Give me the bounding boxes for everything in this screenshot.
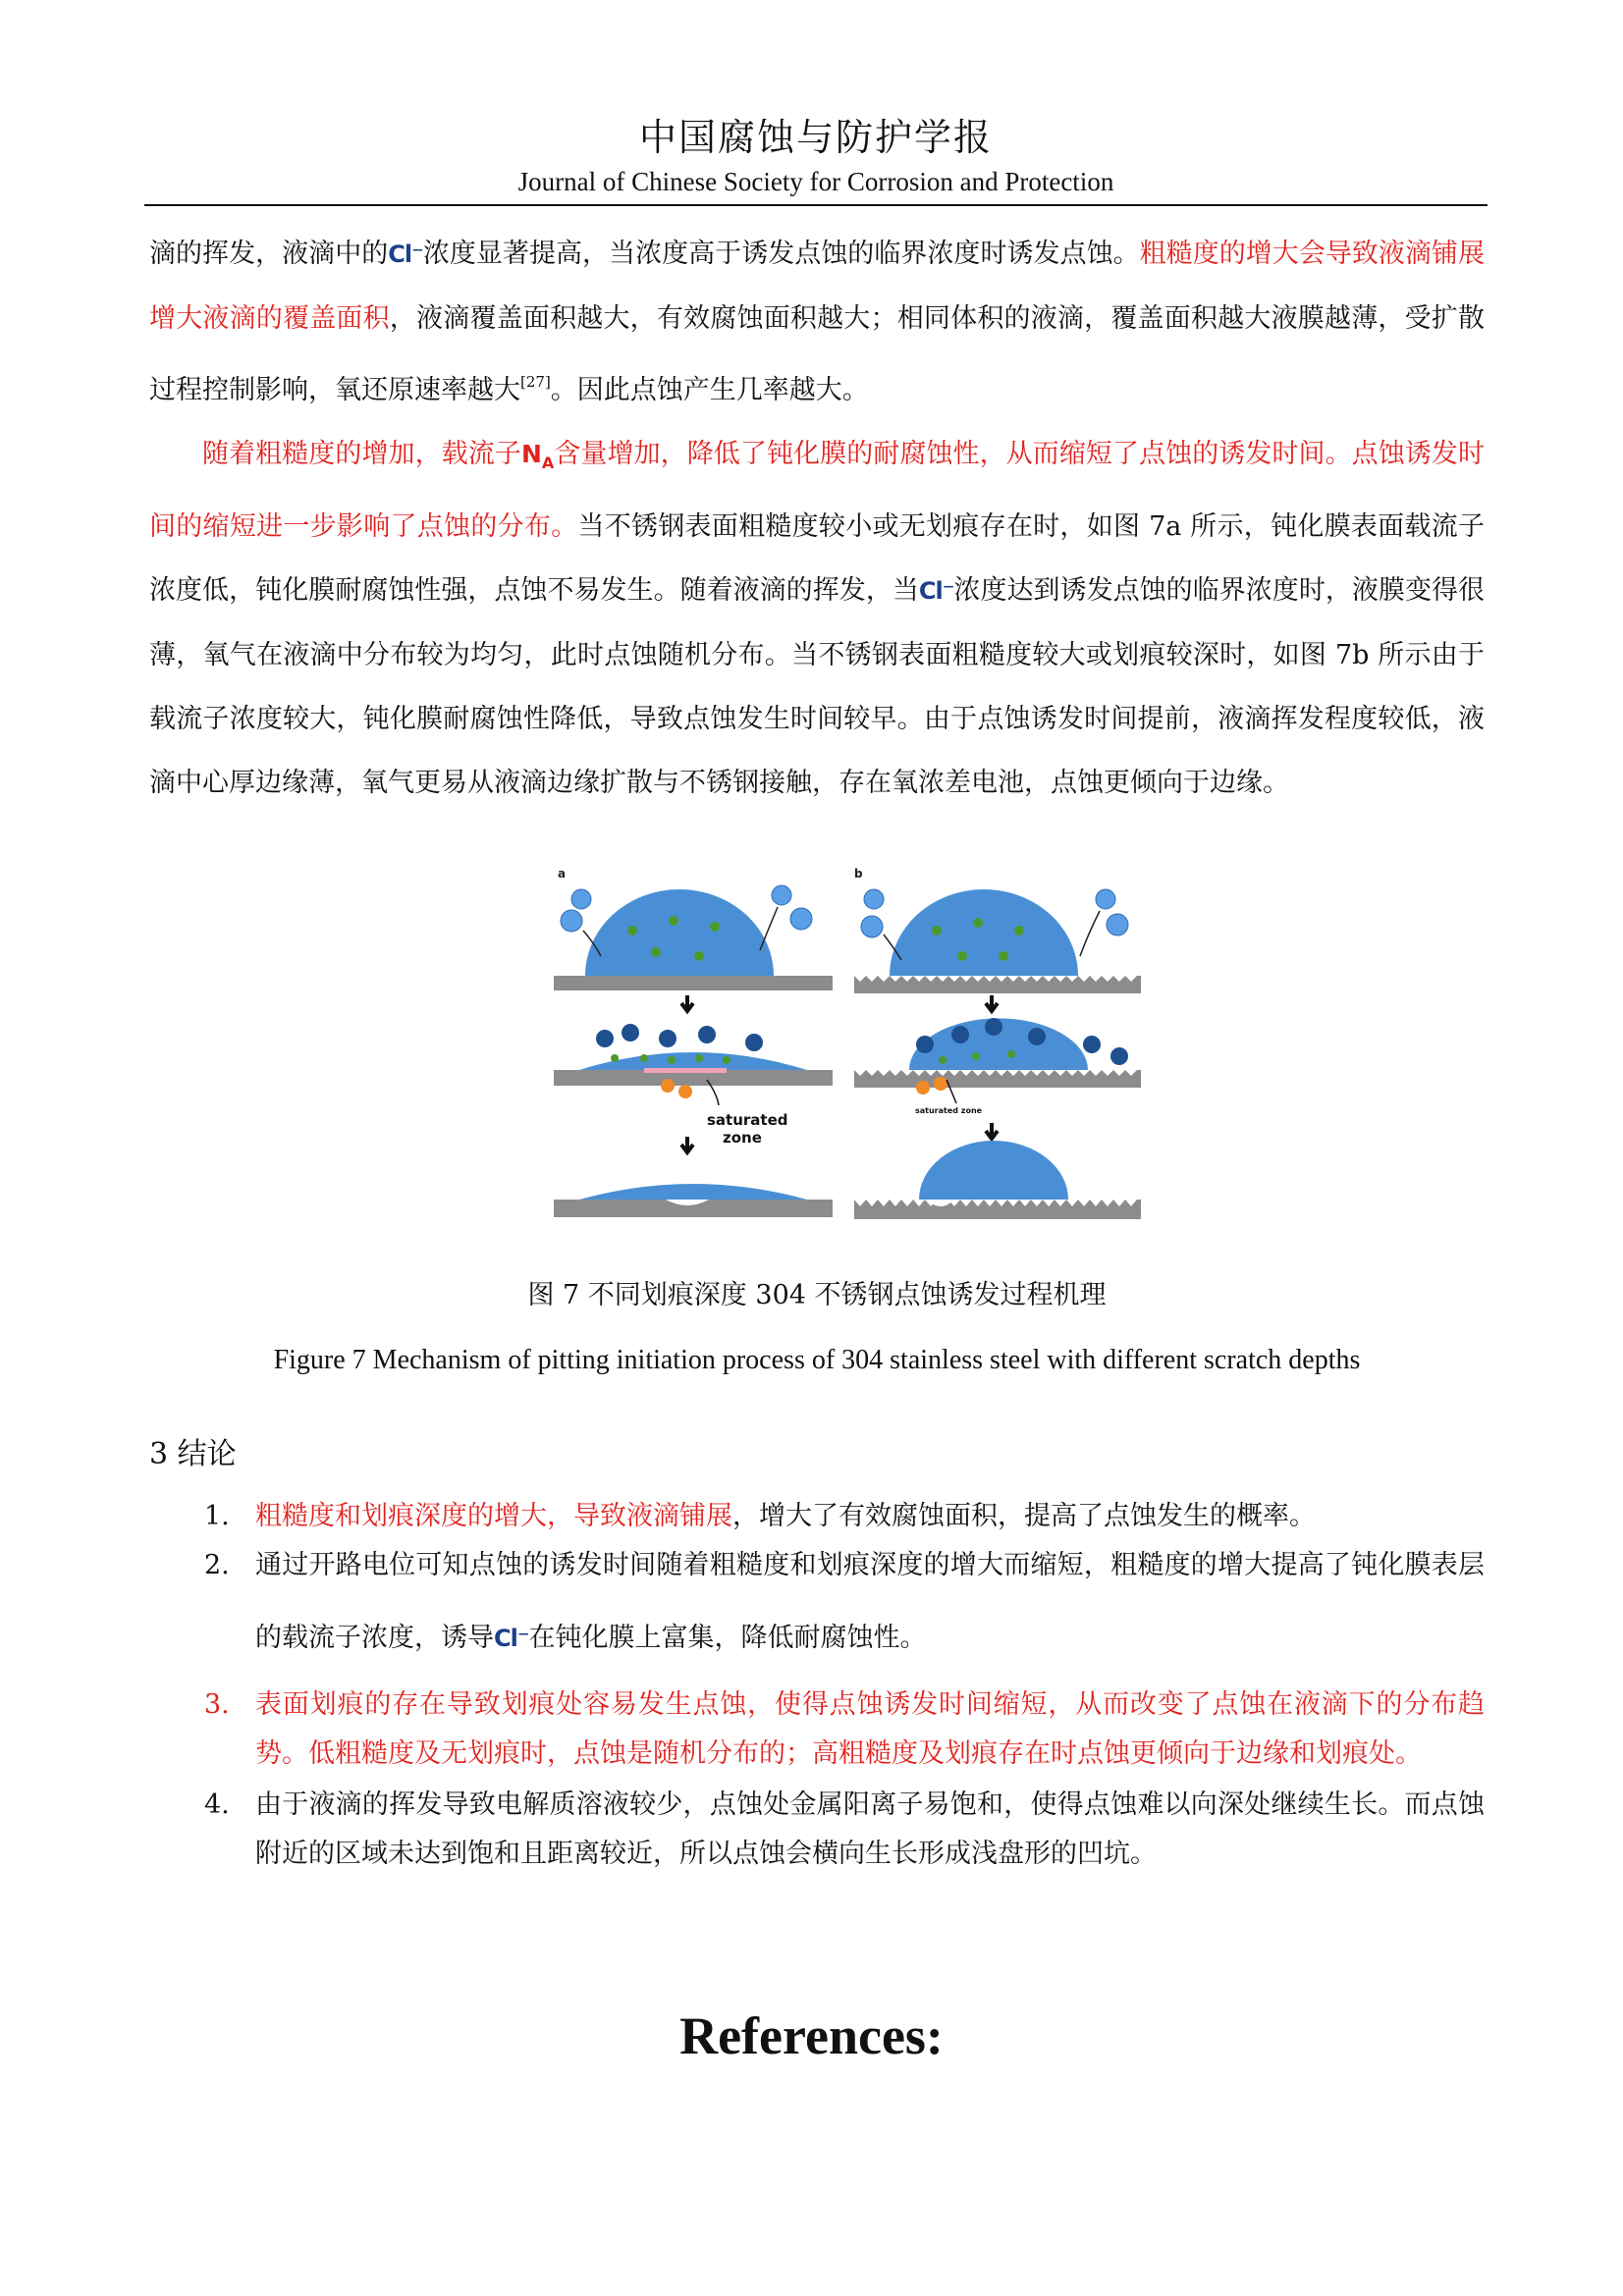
cl-ion-a2-1: [611, 1054, 619, 1062]
para1-text-4: 。因此点蚀产生几率越大。: [550, 375, 869, 405]
cl-ion-b2-1: [939, 1056, 947, 1064]
ion-b1-right2: [1107, 914, 1128, 935]
cl-ion-b1-4: [957, 951, 967, 961]
steel-a1: [554, 976, 833, 990]
carrier-symbol: [520, 440, 555, 472]
chloride-symbol: Cl⁻: [388, 240, 423, 268]
conclusion-2-text-b: 在钝化膜上富集，降低耐腐蚀性。: [528, 1623, 927, 1653]
ion-a1-left: [561, 910, 582, 932]
ion-b2-3: [985, 1018, 1002, 1036]
droplet-a3: [579, 1184, 807, 1200]
cl-ion-b1-3: [1014, 926, 1024, 935]
ion-a2-2: [622, 1024, 639, 1041]
conclusion-list: [196, 1492, 1485, 1879]
ion-a2-3: [659, 1030, 676, 1047]
cl-ion-a2-2: [640, 1054, 648, 1062]
arrow-down-b1: [986, 995, 998, 1011]
conclusion-number: 1.: [204, 1501, 230, 1531]
carrier-symbol-main: N: [520, 440, 542, 468]
saturated-label-b: saturated zone: [915, 1106, 983, 1115]
ion-a1-right2: [790, 908, 812, 930]
section-title: 3 结论: [149, 1437, 237, 1471]
conclusion-number: 3.: [204, 1689, 230, 1720]
metal-ion-a-1: [661, 1079, 675, 1093]
metal-ion-b-1: [916, 1081, 930, 1095]
paragraph-2: [149, 422, 1485, 815]
para1-text-2: 浓度显著提高，当浓度高于诱发点蚀的临界浓度时诱发点蚀。: [422, 239, 1140, 269]
panel-b-label: b: [854, 867, 863, 881]
citation-27[interactable]: [27]: [520, 373, 551, 391]
droplet-b1: [890, 889, 1078, 976]
journal-header: [144, 110, 1488, 198]
cl-ion-a2-3: [668, 1056, 676, 1064]
conclusion-1-text: ，增大了有效腐蚀面积，提高了点蚀发生的概率。: [732, 1501, 1316, 1531]
figure-caption-cn: 图 7 不同划痕深度 304 不锈钢点蚀诱发过程机理: [527, 1280, 1107, 1310]
ion-b2-4: [1028, 1028, 1046, 1045]
cl-ion-a1-2: [669, 916, 678, 926]
figure-caption-en: Figure 7 Mechanism of pitting initiation process of 304 stainless steel with different scratch depths: [273, 1345, 1361, 1375]
ion-b1-right: [1096, 889, 1115, 909]
chloride-symbol: Cl⁻: [918, 577, 954, 605]
conclusion-number: 2.: [204, 1550, 230, 1580]
ion-a1-left2: [571, 889, 591, 909]
cl-ion-b2-3: [1007, 1050, 1015, 1058]
cl-ion-a1-4: [651, 947, 661, 957]
arrow-down-a1: [681, 995, 693, 1011]
conclusion-item-2: [196, 1529, 1485, 1675]
conclusion-1-highlight: 粗糙度和划痕深度的增大，导致液滴铺展: [255, 1501, 732, 1531]
ion-b2-2: [951, 1026, 969, 1043]
cl-ion-b1-1: [932, 926, 942, 935]
figure-7: [550, 862, 1147, 1231]
chloride-symbol: Cl⁻: [494, 1625, 529, 1652]
paragraph-1: [149, 222, 1485, 422]
conclusion-3-highlight: 表面划痕的存在导致划痕处容易发生点蚀，使得点蚀诱发时间缩短，从而改变了点蚀在液滴下的分布趋势。低粗糙度及无划痕时，点蚀是随机分布的；高粗糙度及划痕存在时点蚀更倾向于边缘和划痕处。: [255, 1689, 1485, 1769]
para1-text-1: 滴的挥发，液滴中的: [149, 239, 389, 269]
ion-b2-6: [1110, 1047, 1128, 1065]
references-heading: References:: [679, 2006, 944, 2065]
cl-ion-a1-1: [627, 926, 637, 935]
ion-a2-4: [698, 1026, 716, 1043]
cl-ion-a2-5: [723, 1056, 730, 1064]
cl-ion-a1-3: [710, 922, 720, 932]
cl-ion-b1-5: [999, 951, 1008, 961]
saturated-band-a: [644, 1068, 727, 1073]
cl-ion-a1-5: [694, 951, 704, 961]
arrow-down-b2: [986, 1123, 998, 1139]
para2-highlight-2: 含量增加，降低了钝化膜的耐腐蚀性，从而缩短了点蚀的诱发时间。点蚀诱发时间的缩短进一步影响了点蚀的分布。: [149, 439, 1485, 542]
ion-a2-5: [745, 1034, 763, 1051]
arrow-a1-right: [760, 907, 778, 950]
carrier-symbol-sub: A: [541, 454, 555, 472]
ion-a2-1: [596, 1030, 614, 1047]
panel-a-label: a: [558, 867, 567, 881]
arrow-down-a2: [681, 1137, 693, 1152]
cl-ion-b1-2: [973, 918, 983, 928]
metal-ion-b-2: [934, 1077, 947, 1091]
metal-ion-a-2: [678, 1085, 692, 1098]
arrow-b1-right: [1080, 911, 1100, 956]
panel-b: [854, 867, 1141, 1219]
panel-a: [554, 867, 833, 1217]
ion-b1-left2: [861, 916, 883, 937]
para1-text-3: ，液滴覆盖面积越大，有效腐蚀面积越大；相同体积的液滴，覆盖面积越大液膜越薄，受扩散过程控制影响，氧还原速率越大: [149, 303, 1486, 405]
cl-ion-b2-2: [972, 1052, 980, 1060]
cl-ion-a2-4: [695, 1054, 703, 1062]
para2-highlight-1: 随着粗糙度的增加，载流子: [202, 439, 521, 469]
mechanism-diagram: [550, 862, 1147, 1231]
para2-text-2: 浓度达到诱发点蚀的临界浓度时，液膜变得很薄，氧气在液滴中分布较为均匀，此时点蚀随机分布。当不锈钢表面粗糙度较大或划痕较深时，如图 7b 所示由于载流子浓度较大，钝化膜耐腐蚀性降低，导致点蚀发生时间较早。由于点蚀诱发时间提前，液滴挥发程度较低，液滴中心厚边缘薄，氧气更易从液滴边缘扩散与不锈钢接触，存在氧浓差电池，点蚀更倾向于边缘。: [149, 575, 1486, 798]
droplet-a1: [585, 889, 774, 976]
conclusion-4-text: 由于液滴的挥发导致电解质溶液较少，点蚀处金属阳离子易饱和，使得点蚀难以向深处继续生长。而点蚀附近的区域未达到饱和且距离较近，所以点蚀会横向生长形成浅盘形的凹坑。: [255, 1789, 1485, 1869]
conclusion-item-4: [196, 1781, 1485, 1879]
journal-title-cn: 中国腐蚀与防护学报: [638, 116, 993, 159]
ion-b2-1: [916, 1036, 934, 1053]
ion-b2-5: [1083, 1036, 1101, 1053]
para1-highlight: 粗糙度的增大会导致液滴铺展增大液滴的覆盖面积: [149, 239, 1486, 334]
saturated-label-a2: zone: [723, 1129, 762, 1147]
conclusion-item-3: [196, 1681, 1485, 1779]
ion-b1-left: [864, 889, 884, 909]
journal-title-en: Journal of Chinese Society for Corrosion and Protection: [517, 167, 1114, 196]
saturated-label-a1: saturated: [707, 1111, 788, 1129]
conclusion-2-text-a: 通过开路电位可知点蚀的诱发时间随着粗糙度和划痕深度的增大而缩短，粗糙度的增大提高了钝化膜表层的载流子浓度，诱导: [255, 1550, 1485, 1653]
main-text: [149, 222, 1485, 815]
header-divider: [144, 204, 1488, 206]
droplet-b3: [919, 1141, 1068, 1200]
para2-text-1: 当不锈钢表面粗糙度较小或无划痕存在时，如图 7a 所示，钝化膜表面载流子浓度低，钝化膜耐腐蚀性强，点蚀不易发生。随着液滴的挥发，当: [149, 511, 1486, 606]
ion-a1-right: [772, 885, 791, 905]
conclusion-number: 4.: [204, 1789, 230, 1820]
